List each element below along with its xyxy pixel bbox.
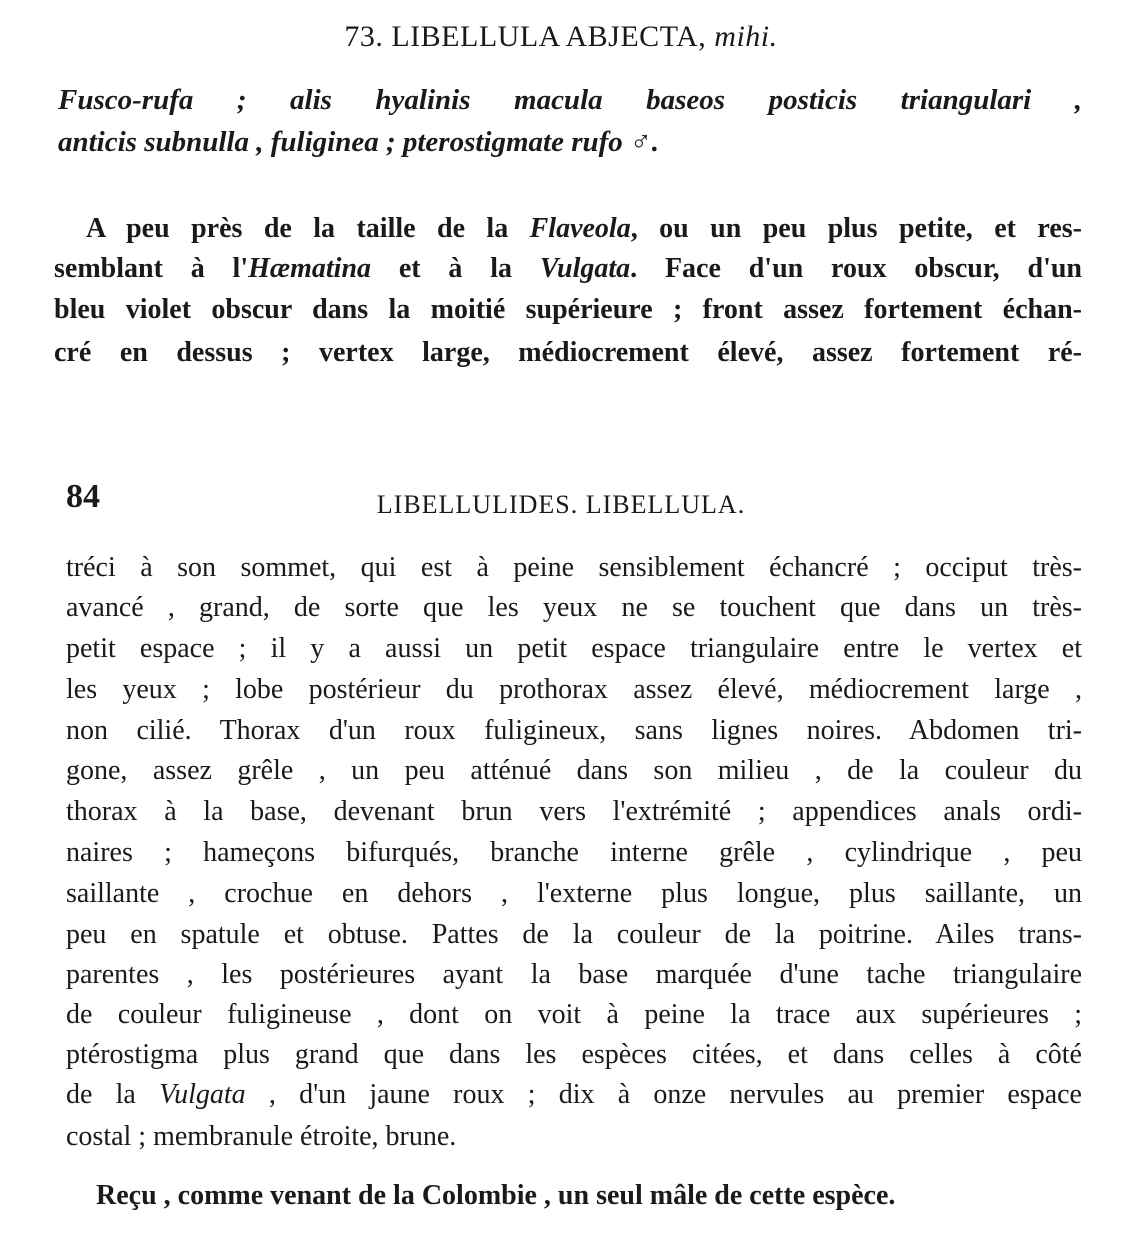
page-number: 84 (66, 478, 100, 515)
text-run: de la (66, 1079, 160, 1110)
body-line: gone, assez grêle , un peu atténué dans son milieu , de la couleur du (66, 755, 1082, 786)
species-ref: Vulgata (159, 1079, 246, 1110)
species-name: 73. LIBELLULA ABJECTA, (344, 20, 707, 53)
author-note: mihi. (714, 20, 778, 53)
body-line: thorax à la base, devenant brun vers l'extrémité ; appendices anals ordi- (66, 796, 1082, 827)
body-line: avancé , grand, de sorte que les yeux ne se touchent que dans un très- (66, 592, 1082, 623)
body-line: petit espace ; il y a aussi un petit espace triangulaire entre le vertex et (66, 633, 1082, 664)
text-run: , d'un jaune roux ; dix à onze nervules au premier espace (245, 1079, 1082, 1110)
body-line: costal ; membranule étroite, brune. (66, 1121, 457, 1152)
species-heading (0, 20, 1122, 54)
body-line: ptérostigma plus grand que dans les espèces citées, et dans celles à côté (66, 1039, 1082, 1070)
text-run: semblant à l' (54, 253, 249, 284)
text-run: et à la (371, 253, 540, 284)
closing-line: Reçu , comme venant de la Colombie , un seul mâle de cette espèce. (96, 1180, 896, 1211)
description-line (54, 252, 1082, 286)
diagnosis-line: anticis subnulla , fuliginea ; pterostigmate rufo ♂. (58, 126, 660, 158)
body-line: les yeux ; lobe postérieur du prothorax assez élevé, médiocrement large , (66, 674, 1082, 705)
text-run: A peu près de la taille de la (86, 213, 530, 244)
body-line: de couleur fuligineuse , dont on voit à peine la trace aux supérieures ; (66, 999, 1082, 1030)
body-line (66, 1078, 1082, 1112)
body-line: parentes , les postérieures ayant la base marquée d'une tache triangulaire (66, 959, 1082, 990)
body-line: non cilié. Thorax d'un roux fuligineux, sans lignes noires. Abdomen tri- (66, 715, 1082, 746)
text-run: . Face d'un roux obscur, d'un (630, 253, 1083, 284)
body-line: naires ; hameçons bifurqués, branche interne grêle , cylindrique , peu (66, 837, 1082, 868)
description-line: cré en dessus ; vertex large, médiocrement élevé, assez fortement ré- (54, 337, 1082, 368)
text-run: , ou un peu plus petite, et res- (630, 213, 1082, 244)
body-line: peu en spatule et obtuse. Pattes de la couleur de la poitrine. Ailes trans- (66, 919, 1082, 950)
species-ref: Hæmatina (248, 253, 372, 284)
species-ref: Flaveola (529, 213, 631, 244)
species-ref: Vulgata (539, 253, 631, 284)
description-line (86, 212, 1082, 246)
running-head: LIBELLULIDES. LIBELLULA. (376, 490, 746, 519)
description-line: bleu violet obscur dans la moitié supérieure ; front assez fortement échan- (54, 294, 1082, 325)
body-line: saillante , crochue en dehors , l'externe plus longue, plus saillante, un (66, 878, 1082, 909)
body-line: tréci à son sommet, qui est à peine sensiblement échancré ; occiput très- (66, 552, 1082, 583)
diagnosis-line: Fusco-rufa ; alis hyalinis macula baseos posticis triangulari , (58, 84, 1082, 116)
